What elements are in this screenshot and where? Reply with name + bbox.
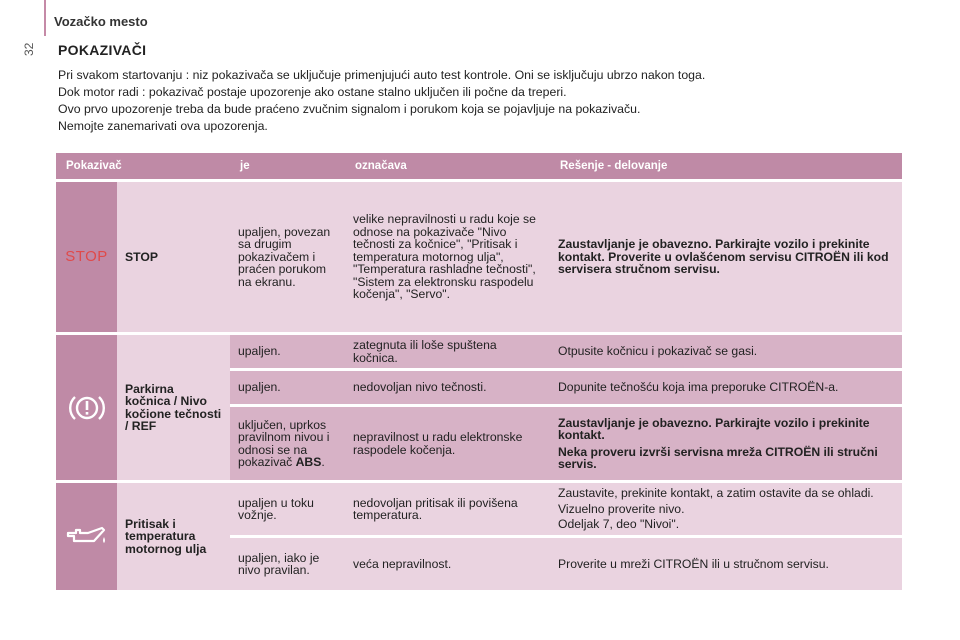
- action-cell: Otpusite kočnicu i pokazivač se gasi.: [550, 335, 902, 368]
- page-title: POKAZIVAČI: [58, 42, 147, 58]
- meaning-cell: nedovoljan pritisak ili povišena temperatura.: [345, 483, 550, 535]
- header-meaning: označava: [345, 153, 550, 179]
- table-row: [56, 182, 902, 332]
- brake-icon-cell: [56, 335, 117, 480]
- action-line: Neka proveru izvrši servisna mreža CITROËN ili stručni servis.: [558, 444, 878, 471]
- meaning-cell: zategnuta ili loše spuštena kočnica.: [345, 335, 550, 368]
- intro-text: [58, 67, 918, 135]
- action-line: Zaustavite, prekinite kontakt, a zatim ostavite da se ohladi.: [558, 486, 874, 501]
- indicator-name: Parkirna kočnica / Nivo kočione tečnosti / REF: [117, 335, 230, 480]
- section-bar: [44, 0, 46, 36]
- section-header: Vozačko mesto: [54, 14, 148, 29]
- action-cell: Zaustavljanje je obavezno. Parkirajte vozilo i prekinite kontakt. Proverite u ovlašćenom servisu CITROËN ili kod servisera stručnom servisu.: [550, 182, 902, 332]
- state-cell: upaljen, iako je nivo pravilan.: [230, 538, 345, 590]
- stop-icon-cell: [56, 182, 117, 332]
- abs-label: ABS: [295, 455, 322, 469]
- action-cell: [550, 483, 902, 535]
- state-text: uključen, uprkos pravilnom nivou i odnosi se na pokazivač: [238, 417, 330, 469]
- brake-warning-icon: [64, 392, 109, 424]
- header-state: je: [230, 153, 345, 179]
- page-number: 32: [22, 42, 36, 56]
- table-row: [56, 335, 902, 368]
- intro-line: Nemojte zanemarivati ova upozorenja.: [58, 119, 268, 133]
- action-cell: [550, 407, 902, 480]
- state-cell: [230, 407, 345, 480]
- table-row: [56, 483, 902, 535]
- meaning-cell: nedovoljan nivo tečnosti.: [345, 371, 550, 404]
- oil-icon-cell: [56, 483, 117, 590]
- oil-can-icon: [64, 524, 109, 550]
- state-cell: upaljen u toku vožnje.: [230, 483, 345, 535]
- state-cell: upaljen.: [230, 335, 345, 368]
- table-header-row: [56, 153, 902, 179]
- intro-line: Pri svakom startovanju : niz pokazivača se uključuje primenjujući auto test kontrole. Oni se isključuju ubrzo nakon toga.: [58, 68, 706, 82]
- state-end: .: [321, 455, 325, 469]
- meaning-cell: velike nepravilnosti u radu koje se odnose na pokazivače "Nivo tečnosti za kočnice", "Pritisak i temperatura motornog ulja", "Temperatura rashladne tečnosti", "Sistem za elektronsku raspodelu kočenja", "Servo".: [345, 182, 550, 332]
- action-line: Zaustavljanje je obavezno. Parkirajte vozilo i prekinite kontakt.: [558, 415, 870, 442]
- indicator-name: Pritisak i temperatura motornog ulja: [117, 483, 230, 590]
- action-cell: Proverite u mreži CITROËN ili u stručnom servisu.: [550, 538, 902, 590]
- stop-icon: STOP: [65, 247, 108, 265]
- header-indicator: Pokazivač: [56, 153, 230, 179]
- state-cell: upaljen, povezan sa drugim pokazivačem i praćen porukom na ekranu.: [230, 182, 345, 332]
- indicator-name: STOP: [117, 182, 230, 332]
- intro-line: Ovo prvo upozorenje treba da bude praćeno zvučnim signalom i porukom koja se pojavljuje na pokazivaču.: [58, 102, 641, 116]
- indicator-table: [56, 150, 902, 593]
- header-action: Rešenje - delovanje: [550, 153, 902, 179]
- meaning-cell: nepravilnost u radu elektronske raspodele kočenja.: [345, 407, 550, 480]
- state-cell: upaljen.: [230, 371, 345, 404]
- meaning-cell: veća nepravilnost.: [345, 538, 550, 590]
- action-line: Odeljak 7, deo "Nivoi".: [558, 517, 680, 532]
- action-line: Vizuelno proverite nivo.: [558, 501, 685, 516]
- action-cell: Dopunite tečnošću koja ima preporuke CITROËN-a.: [550, 371, 902, 404]
- intro-line: Dok motor radi : pokazivač postaje upozorenje ako ostane stalno uključen ili počne da treperi.: [58, 85, 567, 99]
